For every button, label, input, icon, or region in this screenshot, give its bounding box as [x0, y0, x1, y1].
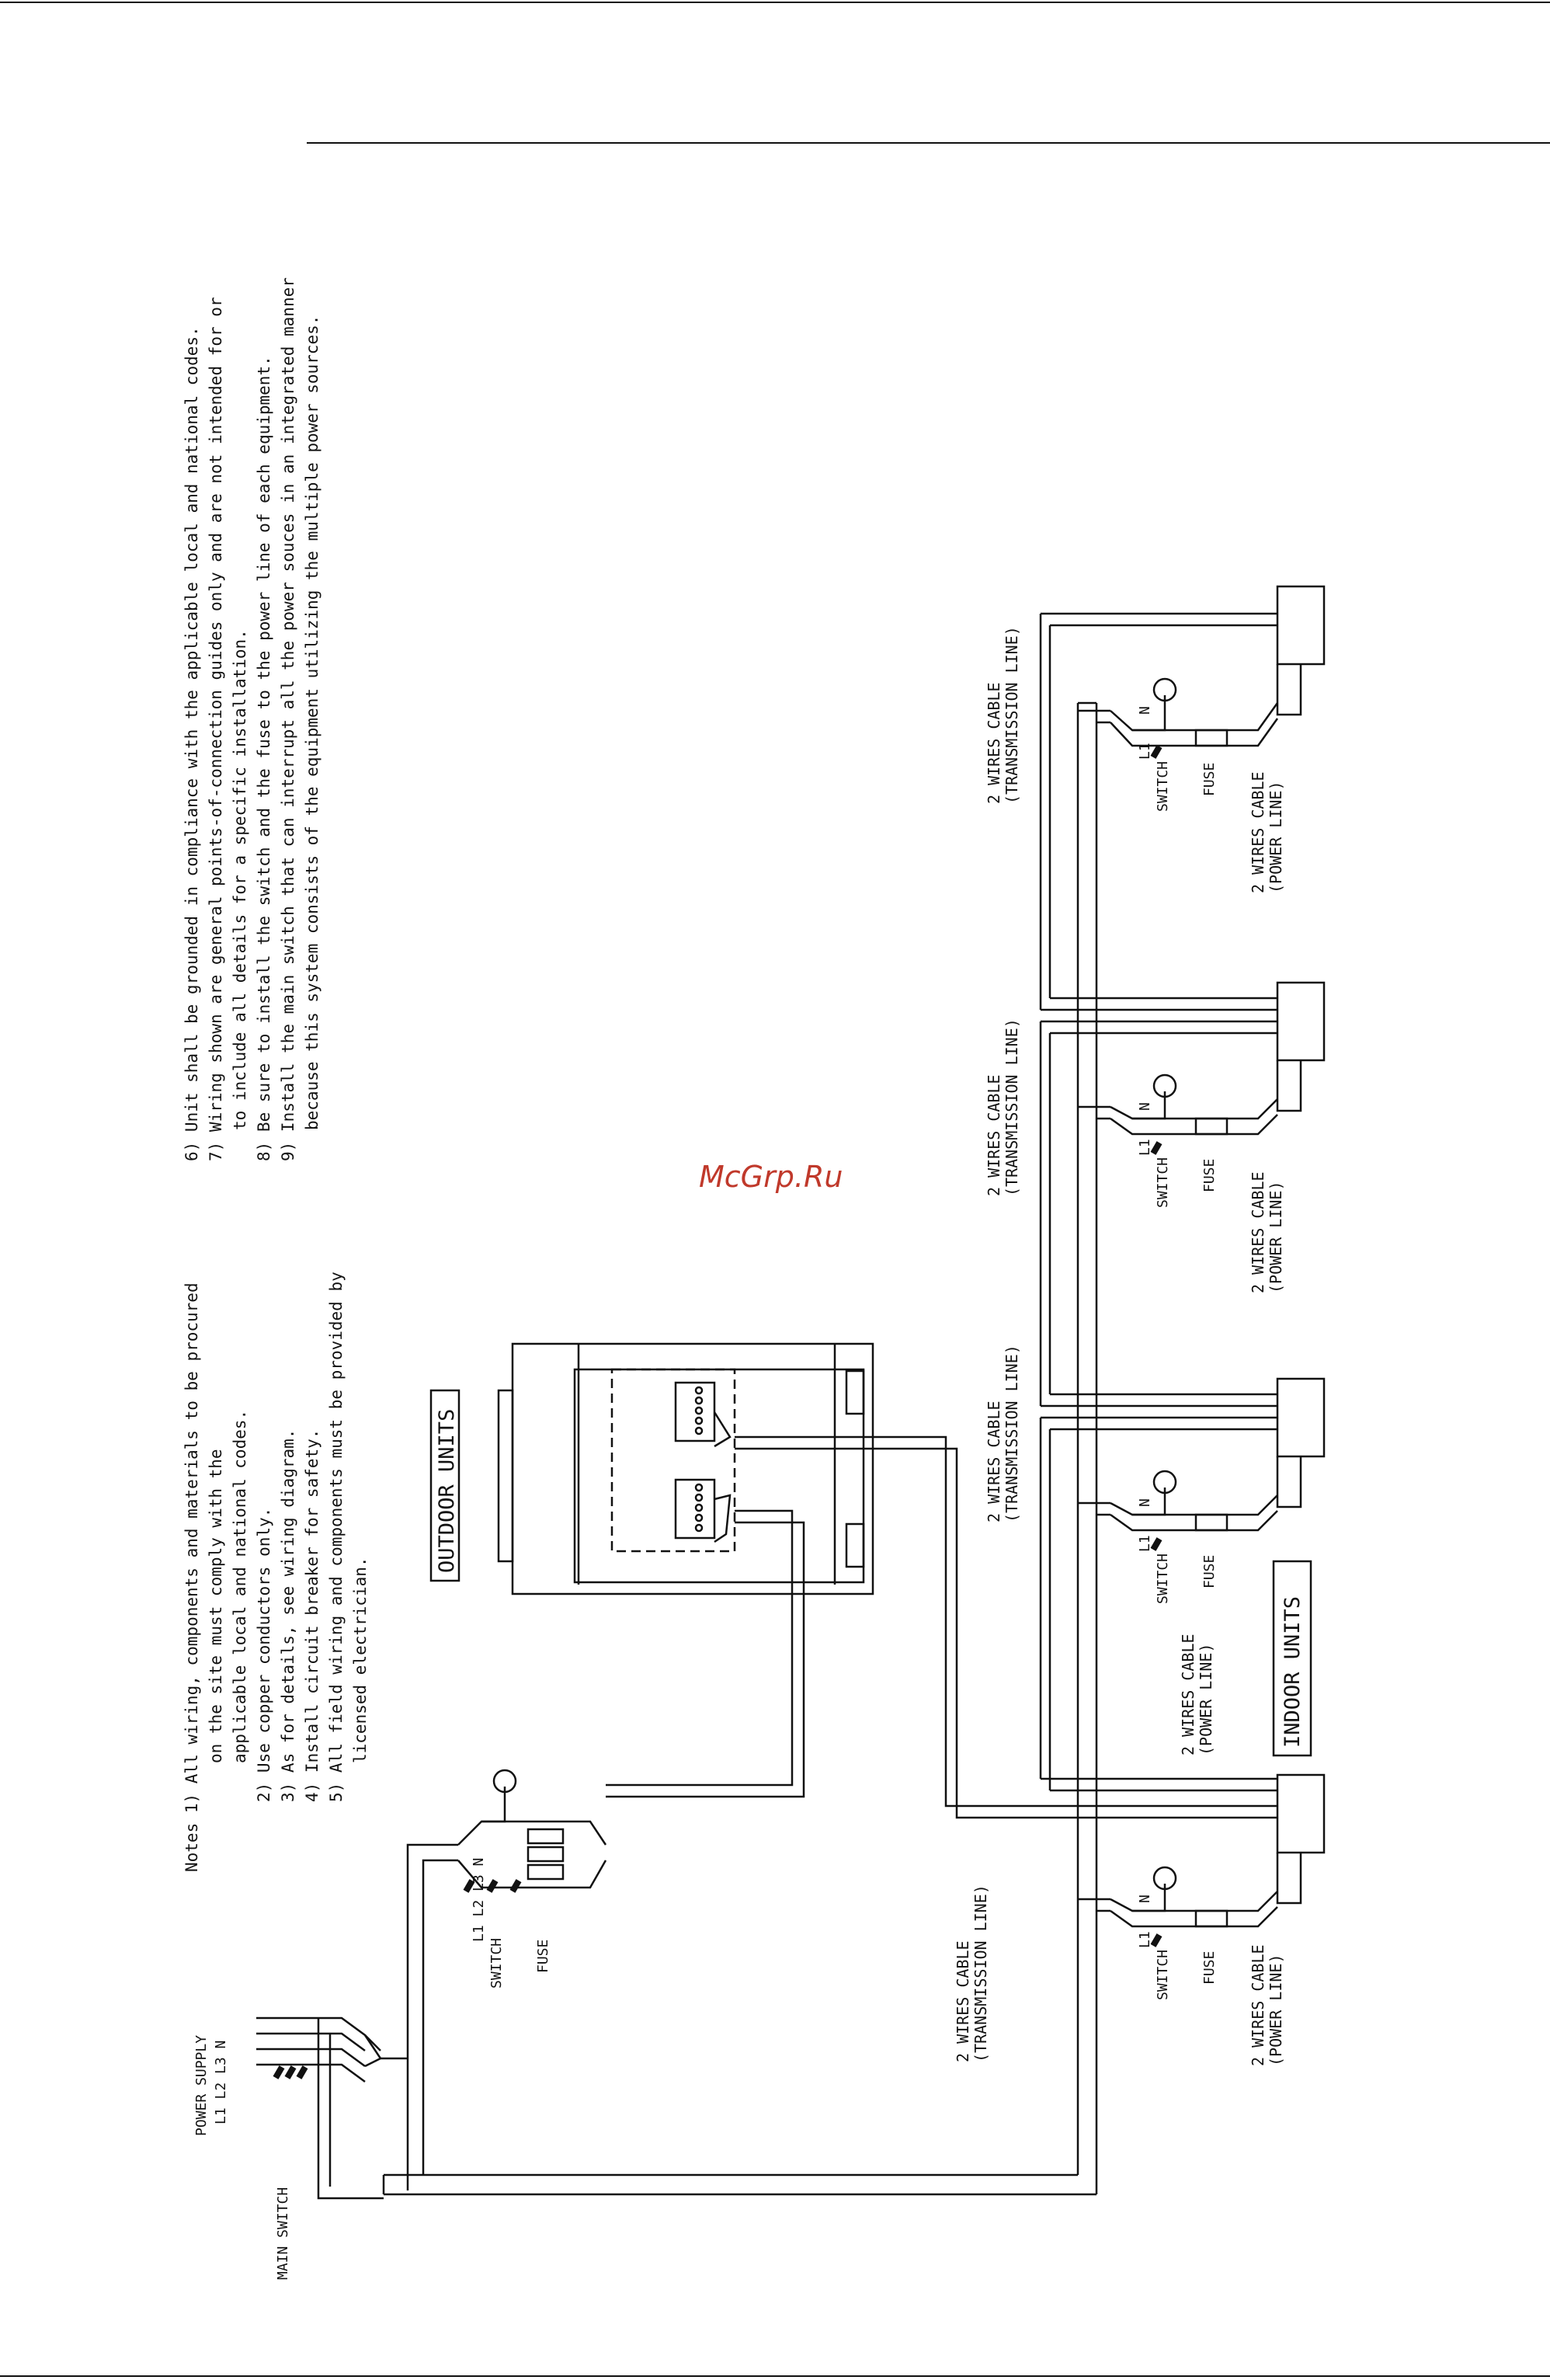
l1-label-3: L1: [1137, 1535, 1153, 1552]
cable-label-b: 2 WIRES CABLE: [985, 1074, 1003, 1196]
note-5: 5) All field wiring and components must be provided by: [327, 1272, 346, 1802]
l1-label-1: L1: [1137, 743, 1153, 760]
note-7: 7) Wiring shown are general points-of-connection guides only and are not intended for or: [207, 297, 225, 1161]
note-7-cont: to include all details for a specific installation.: [231, 629, 249, 1130]
cable-label-a: 2 WIRES CABLE: [985, 682, 1003, 804]
note-2: 2) Use copper conductors only.: [255, 1507, 273, 1802]
power-cable-label-4: 2 WIRES CABLE: [1249, 1944, 1267, 2066]
switch-label-2: SWITCH: [1155, 1157, 1171, 1208]
transmission-label-d: (TRANSMISSION LINE): [971, 1884, 990, 2062]
outdoor-switch-assembly: [408, 1770, 606, 2190]
note-1-cont-b: applicable local and national codes.: [231, 1409, 249, 1763]
transmission-label-a: (TRANSMISSION LINE): [1003, 626, 1021, 804]
power-line-label-3: (POWER LINE): [1197, 1643, 1215, 1755]
note-8: 8) Be sure to install the switch and the fuse to the power line of each equipment.: [255, 356, 273, 1161]
notes-block: [182, 277, 370, 1872]
n-label-3: N: [1137, 1498, 1153, 1507]
note-6: 6) Unit shall be grounded in compliance with the applicable local and national codes.: [182, 326, 201, 1161]
transmission-label-c: (TRANSMISSION LINE): [1003, 1345, 1021, 1522]
main-switch-blades: [273, 2065, 308, 2079]
fuse-label-1: FUSE: [1201, 762, 1218, 796]
note-9-cont: because this system consists of the equipment utilizing the multiple power sources.: [303, 315, 321, 1130]
note-9: 9) Install the main switch that can interrupt all the power souces in an integrated manner: [279, 277, 297, 1161]
n-label-1: N: [1137, 706, 1153, 715]
n-label-2: N: [1137, 1102, 1153, 1111]
outdoor-switch-label: SWITCH: [488, 1937, 505, 1989]
indoor-switch-blades: [1151, 745, 1162, 1947]
power-cable-label-1: 2 WIRES CABLE: [1249, 771, 1267, 893]
watermark: McGrp.Ru: [699, 1160, 843, 1194]
outdoor-fuse-label: FUSE: [535, 1939, 551, 1973]
indoor-switch-assembly-3: [1110, 1456, 1301, 1530]
note-1: Notes 1) All wiring, components and materials to be procured: [182, 1282, 201, 1872]
cable-label-c: 2 WIRES CABLE: [985, 1401, 1003, 1522]
fuse-label-3: FUSE: [1201, 1554, 1218, 1588]
power-cable-label-3: 2 WIRES CABLE: [1179, 1634, 1197, 1755]
indoor-power-drops: [1078, 711, 1110, 1911]
indoor-switch-assembly-2: [1110, 1060, 1301, 1134]
outdoor-terminal-labels: L1 L2 L3 N: [471, 1857, 487, 1942]
note-1-cont-a: on the site must comply with the: [207, 1449, 225, 1763]
cable-labels: [954, 626, 1285, 2066]
power-line-label-2: (POWER LINE): [1267, 1181, 1285, 1293]
power-line-label-4: (POWER LINE): [1267, 1954, 1285, 2066]
outdoor-unit: [499, 1344, 873, 1594]
phase-labels: L1 L2 L3 N: [213, 2040, 229, 2124]
l1-label-4: L1: [1137, 1931, 1153, 1948]
component-labels: [193, 706, 1218, 2280]
cable-label-d: 2 WIRES CABLE: [954, 1940, 972, 2062]
power-cable-label-2: 2 WIRES CABLE: [1249, 1171, 1267, 1293]
fuse-label-2: FUSE: [1201, 1158, 1218, 1192]
power-supply-label: POWER SUPPLY: [193, 2034, 210, 2136]
indoor-switch-assembly-1: [1110, 664, 1301, 746]
switch-label-3: SWITCH: [1155, 1553, 1171, 1604]
note-5-cont: licensed electrician.: [351, 1557, 370, 1763]
indoor-switch-assembly-4: [1110, 1853, 1301, 1926]
outdoor-units-label: OUTDOOR UNITS: [435, 1408, 459, 1573]
fuse-label-4: FUSE: [1201, 1950, 1218, 1985]
note-4: 4) Install circuit breaker for safety.: [303, 1428, 321, 1802]
n-label-4: N: [1137, 1895, 1153, 1903]
transmission-lines: [384, 614, 1277, 2194]
note-3: 3) As for details, see wiring diagram.: [279, 1428, 297, 1802]
main-switch-label: MAIN SWITCH: [275, 2187, 291, 2280]
l1-label-2: L1: [1137, 1139, 1153, 1156]
main-switch: [256, 2018, 408, 2198]
transmission-label-b: (TRANSMISSION LINE): [1003, 1018, 1021, 1196]
indoor-units-label: INDOOR UNITS: [1281, 1595, 1305, 1748]
power-line-label-1: (POWER LINE): [1267, 781, 1285, 893]
switch-label-1: SWITCH: [1155, 760, 1171, 812]
switch-label-4: SWITCH: [1155, 1949, 1171, 2000]
